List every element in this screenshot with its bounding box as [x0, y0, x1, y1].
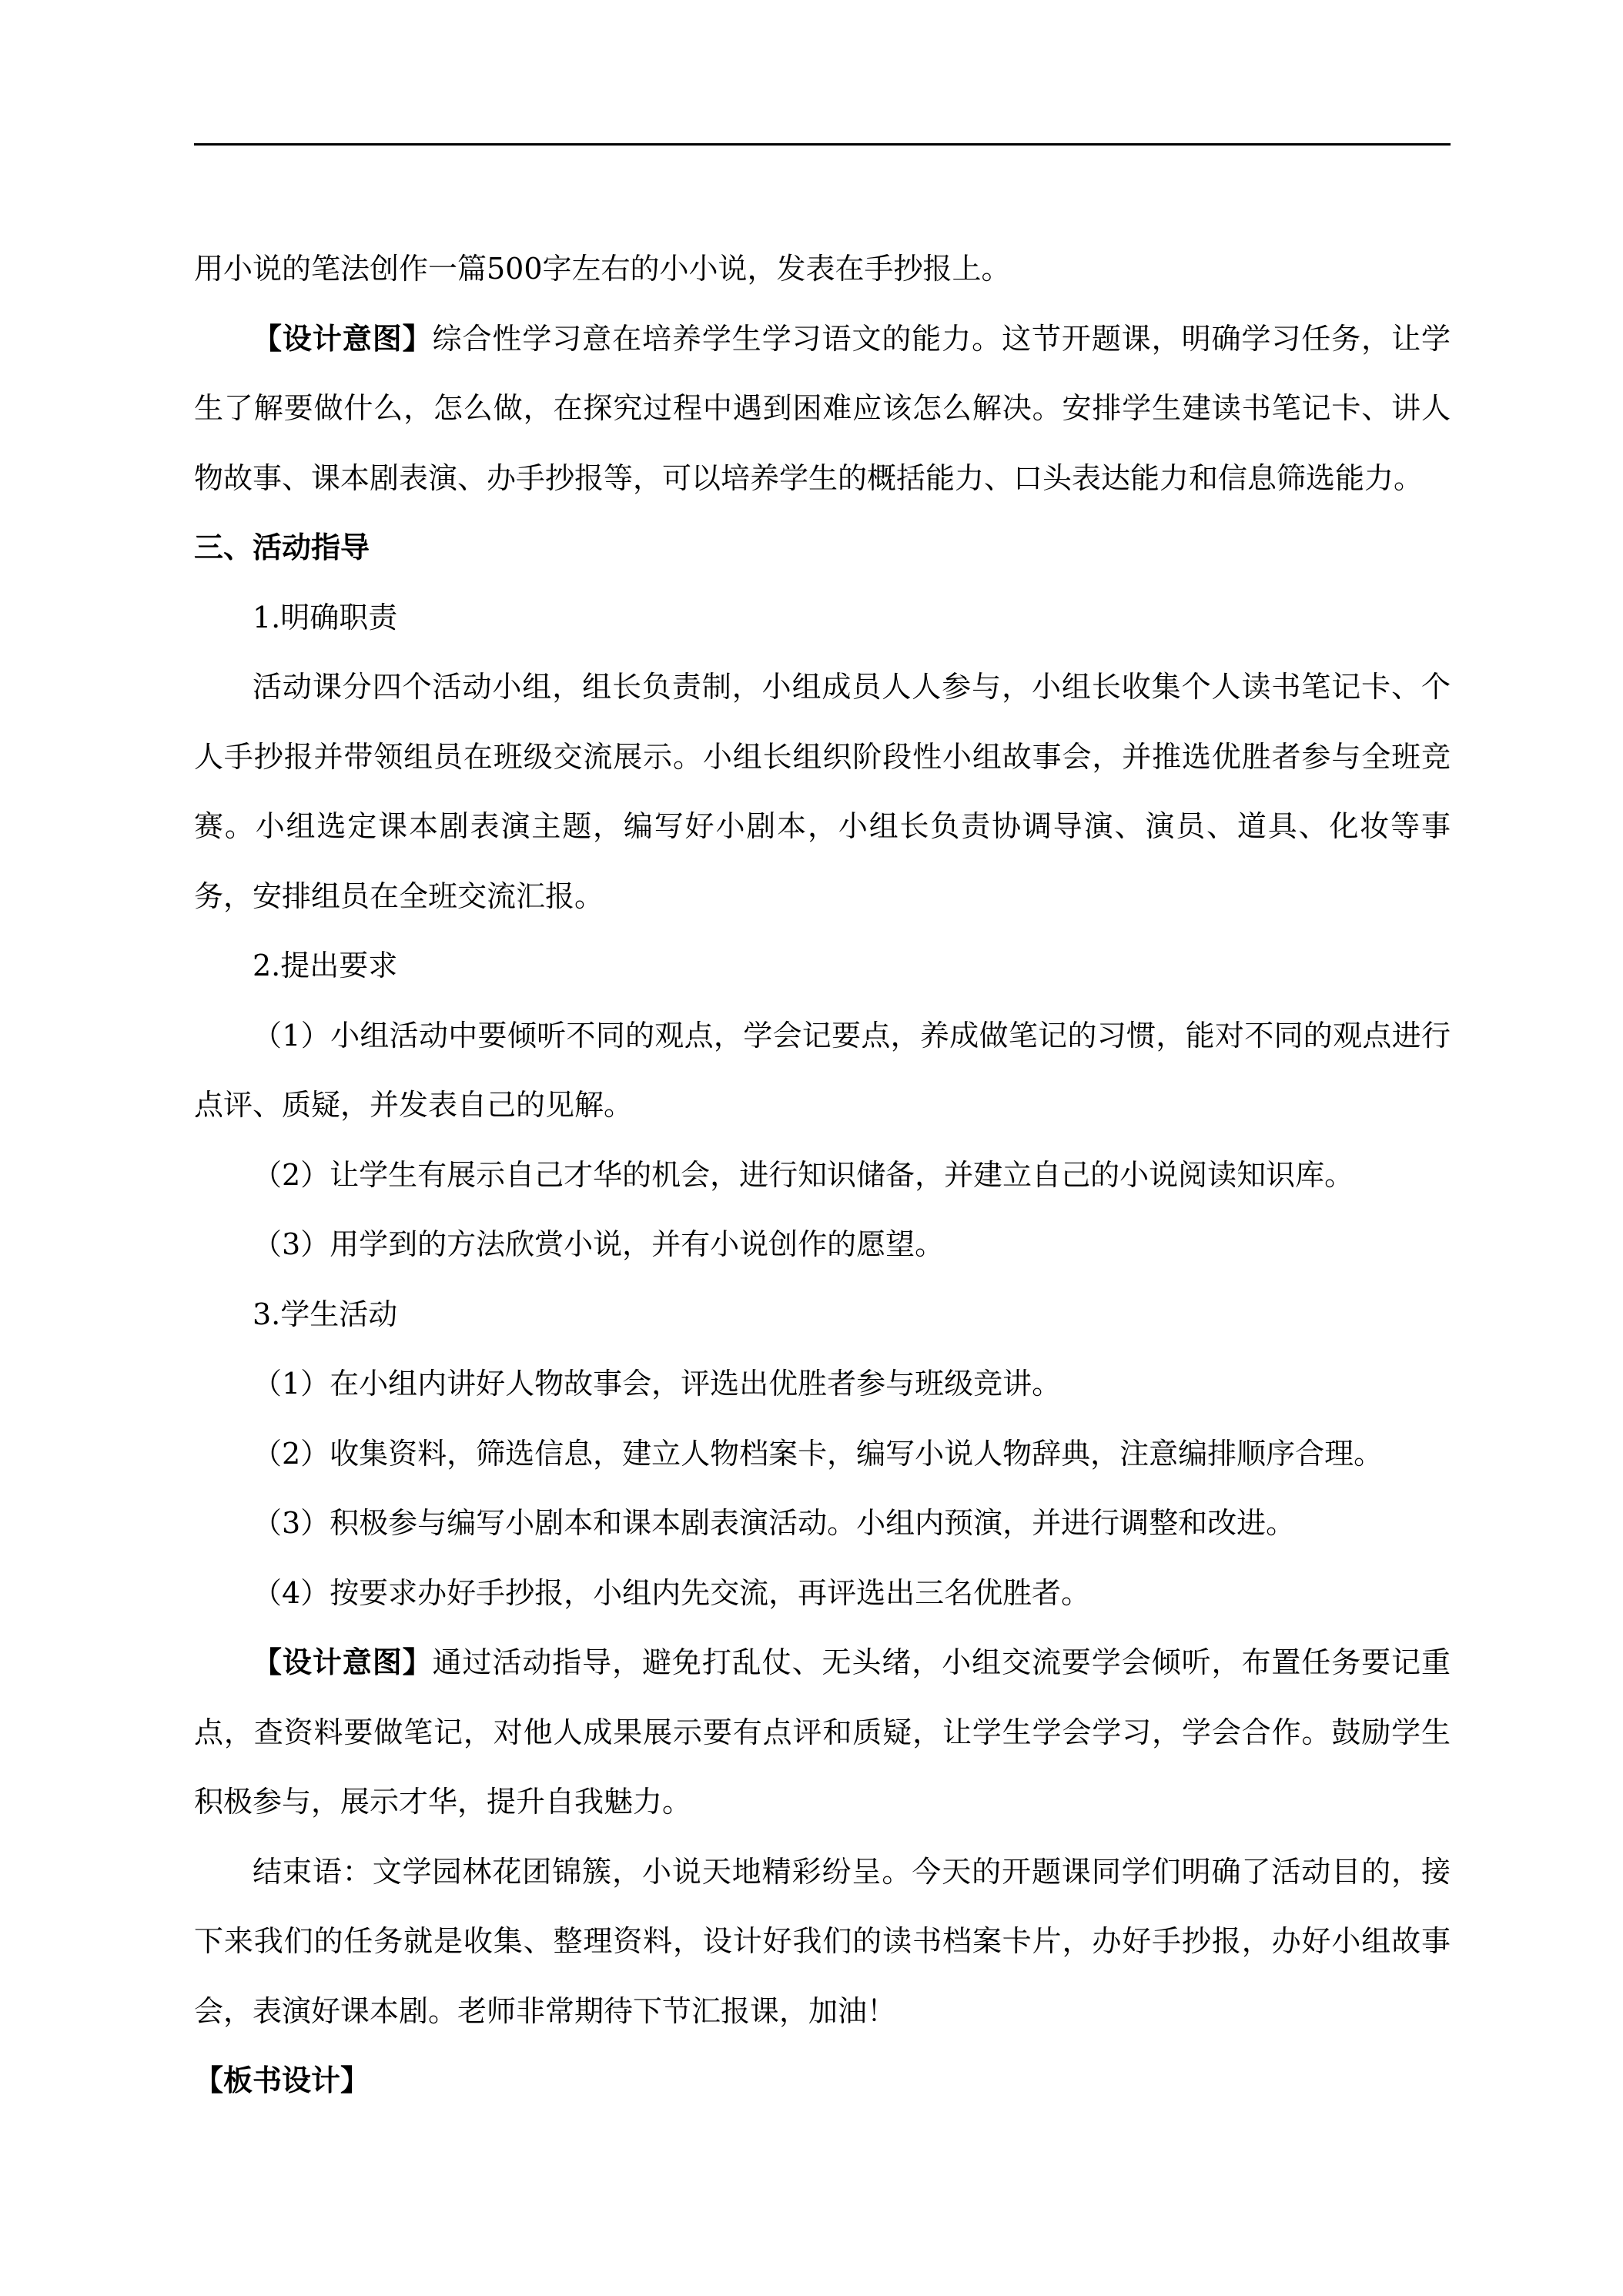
section-heading: 三、活动指导: [194, 530, 370, 564]
body-paragraph: 活动课分四个活动小组，组长负责制，小组成员人人参与，小组长收集个人读书笔记卡、个人手抄报并带领组员在班级交流展示。小组长组织阶段性小组故事会，并推选优胜者参与全班竞赛。小组选定课本剧表演主题，编写好小剧本，小组长负责协调导演、演员、道具、化妆等事务，安排组员在全班交流汇报。: [194, 670, 1451, 913]
subheading: 3.学生活动: [253, 1297, 398, 1331]
activity-item: （2）收集资料，筛选信息，建立人物档案卡，编写小说人物辞典，注意编排顺序合理。: [253, 1436, 1384, 1471]
closing-remarks: 结束语：文学园林花团锦簇，小说天地精彩纷呈。今天的开题课同学们明确了活动目的，接下来我们的任务就是收集、整理资料，设计好我们的读书档案卡片，办好手抄报，办好小组故事会，表演好课本剧。老师非常期待下节汇报课，加油！: [194, 1854, 1451, 2028]
blackboard-design-heading: 【板书设计】: [194, 2063, 370, 2097]
requirement-item: （1）小组活动中要倾听不同的观点，学会记要点，养成做笔记的习惯，能对不同的观点进行点评、质疑，并发表自己的见解。: [194, 1018, 1451, 1122]
subheading: 2.提出要求: [253, 949, 398, 982]
paragraph-intro: 用小说的笔法创作一篇500字左右的小小说，发表在手抄报上。: [194, 252, 1011, 286]
activity-item: （4）按要求办好手抄报，小组内先交流，再评选出三名优胜者。: [253, 1575, 1091, 1610]
design-intent-text: 综合性学习意在培养学生学习语文的能力。这节开题课，明确学习任务，让学生了解要做什么，怎么做，在探究过程中遇到困难应该怎么解决。安排学生建读书笔记卡、讲人物故事、课本剧表演、办手抄报等，可以培养学生的概括能力、口头表达能力和信息筛选能力。: [194, 321, 1451, 495]
activity-item: （1）在小组内讲好人物故事会，评选出优胜者参与班级竞讲。: [253, 1367, 1062, 1401]
requirement-item: （3）用学到的方法欣赏小说，并有小说创作的愿望。: [253, 1227, 945, 1261]
design-intent-text: 通过活动指导，避免打乱仗、无头绪，小组交流要学会倾听，布置任务要记重点，查资料要做笔记，对他人成果展示要有点评和质疑，让学生学会学习，学会合作。鼓励学生积极参与，展示才华，提升自我魅力。: [194, 1645, 1451, 1819]
header-rule: [194, 143, 1451, 146]
design-intent-label: 【设计意图】: [253, 1645, 433, 1679]
activity-item: （3）积极参与编写小剧本和课本剧表演活动。小组内预演，并进行调整和改进。: [253, 1506, 1296, 1540]
document-body: [194, 234, 1451, 2116]
design-intent-label: 【设计意图】: [253, 321, 433, 356]
subheading: 1.明确职责: [253, 600, 398, 634]
design-intent-paragraph: [194, 304, 1451, 514]
requirement-item: （2）让学生有展示自己才华的机会，进行知识储备，并建立自己的小说阅读知识库。: [253, 1157, 1354, 1192]
design-intent-paragraph: [194, 1628, 1451, 1837]
